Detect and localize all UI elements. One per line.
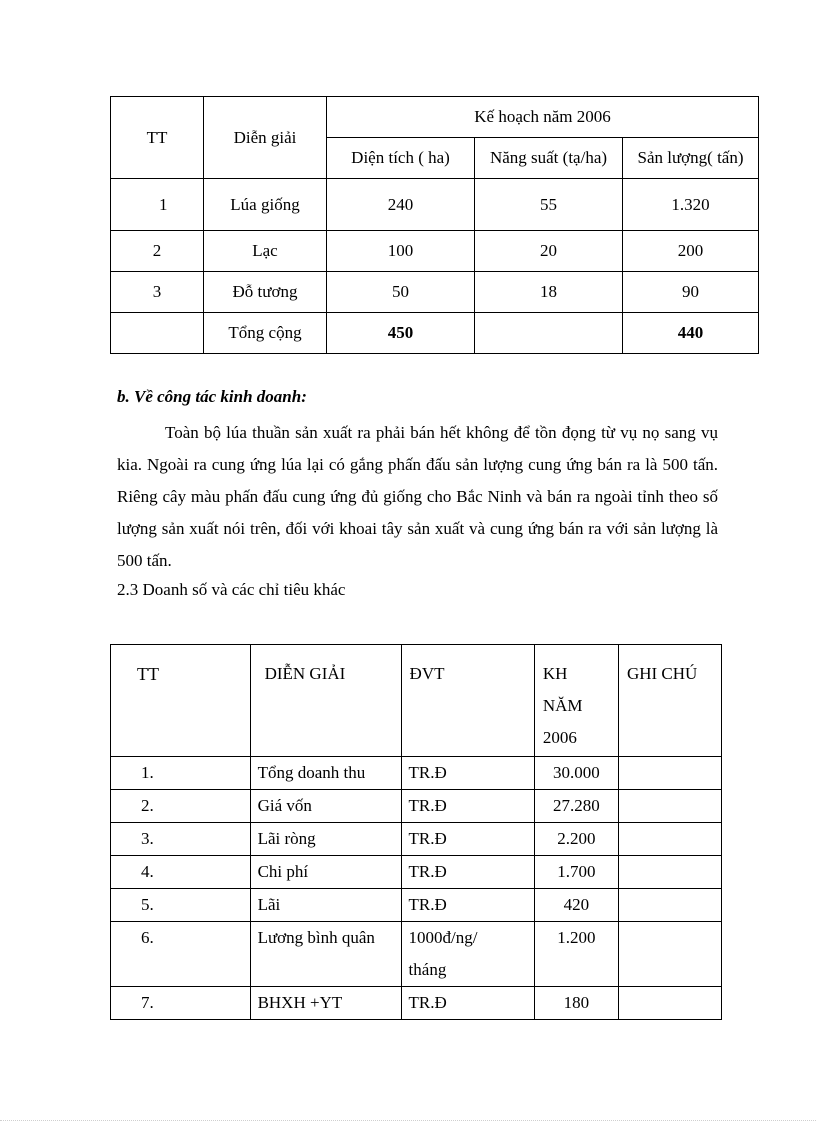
- row-kh: 1.700: [534, 856, 618, 889]
- row-nang-suat: 55: [475, 179, 623, 231]
- row-nang-suat: 20: [475, 231, 623, 272]
- row-dvt: TR.Đ: [401, 823, 534, 856]
- total-row: [111, 313, 759, 354]
- row-dien-giai: Lương bình quân: [250, 922, 401, 987]
- row-dien-tich: 100: [327, 231, 475, 272]
- row-tt: 2: [111, 231, 204, 272]
- row-tt: 6.: [111, 922, 251, 987]
- row-ghi-chu: [618, 823, 721, 856]
- header-kh-2006: [534, 645, 618, 757]
- header-dvt: ĐVT: [401, 645, 534, 757]
- section-b-paragraph: [117, 417, 718, 577]
- header-dien-tich: Diện tích ( ha): [327, 138, 475, 179]
- table-row: [111, 231, 759, 272]
- revenue-indicators-table: [110, 644, 722, 1020]
- header-tt: TT: [111, 97, 204, 179]
- row-kh: 1.200: [534, 922, 618, 987]
- header-tt: TT: [111, 645, 251, 757]
- total-san-luong: 440: [623, 313, 759, 354]
- header-dien-giai: Diễn giải: [204, 97, 327, 179]
- table-row: [111, 889, 722, 922]
- row-ghi-chu: [618, 889, 721, 922]
- header-san-luong: Sản lượng( tấn): [623, 138, 759, 179]
- row-dvt: TR.Đ: [401, 889, 534, 922]
- page-bottom-divider: [0, 1120, 816, 1121]
- row-dien-tich: 50: [327, 272, 475, 313]
- total-dien-tich: 450: [327, 313, 475, 354]
- row-dien-giai: Lạc: [204, 231, 327, 272]
- row-san-luong: 200: [623, 231, 759, 272]
- row-nang-suat: 18: [475, 272, 623, 313]
- row-ghi-chu: [618, 856, 721, 889]
- row-tt: 3.: [111, 823, 251, 856]
- row-kh: 27.280: [534, 790, 618, 823]
- row-dien-giai: Lãi: [250, 889, 401, 922]
- header-kh-line3: 2006: [542, 728, 577, 747]
- table-row: [111, 790, 722, 823]
- row-dvt: TR.Đ: [401, 856, 534, 889]
- row-tt: 5.: [111, 889, 251, 922]
- row-san-luong: 90: [623, 272, 759, 313]
- paragraph-text: Toàn bộ lúa thuần sản xuất ra phải bán hết không để tồn đọng từ vụ nọ sang vụ kia. Ngoài ra cung ứng lúa lại có gắng phấn đấu sản lượng cung ứng bán ra là 500 tấn. Riêng cây màu phấn đấu cung ứng đủ giống cho Bắc Ninh và bán ra ngoài tỉnh theo số lượng sản xuất nói trên, đối với khoai tây sản xuất và cung ứng bán ra với sản lượng là 500 tấn.: [117, 423, 718, 570]
- section-b-title: b. Về công tác kinh doanh:: [117, 387, 307, 406]
- row-tt: 2.: [111, 790, 251, 823]
- table-header-row: [111, 645, 722, 757]
- row-ghi-chu: [618, 757, 721, 790]
- header-dien-giai: DIỄN GIẢI: [250, 645, 401, 757]
- row-dien-giai: Đỗ tương: [204, 272, 327, 313]
- row-dien-giai: Giá vốn: [250, 790, 401, 823]
- row-dien-giai: Lúa giống: [204, 179, 327, 231]
- table-row: [111, 922, 722, 987]
- row-tt: 7.: [111, 987, 251, 1020]
- table-row: [111, 856, 722, 889]
- table-row: [111, 179, 759, 231]
- table-header-row: [111, 97, 759, 138]
- row-ghi-chu: [618, 790, 721, 823]
- row-dvt: TR.Đ: [401, 987, 534, 1020]
- header-nang-suat: Năng suất (tạ/ha): [475, 138, 623, 179]
- row-ghi-chu: [618, 922, 721, 987]
- row-tt: 1: [111, 179, 204, 231]
- row-tt: 1.: [111, 757, 251, 790]
- table-row: [111, 757, 722, 790]
- row-dvt-line2: tháng: [408, 960, 447, 979]
- row-kh: 180: [534, 987, 618, 1020]
- total-label: Tổng cộng: [204, 313, 327, 354]
- row-dvt: [401, 922, 534, 987]
- row-san-luong: 1.320: [623, 179, 759, 231]
- total-nang-suat: [475, 313, 623, 354]
- row-dien-giai: Lãi ròng: [250, 823, 401, 856]
- row-ghi-chu: [618, 987, 721, 1020]
- table-row: [111, 272, 759, 313]
- table-row: [111, 823, 722, 856]
- row-dien-giai: Chi phí: [250, 856, 401, 889]
- row-tt: 4.: [111, 856, 251, 889]
- row-dvt: TR.Đ: [401, 790, 534, 823]
- table-row: [111, 987, 722, 1020]
- header-ghi-chu: GHI CHÚ: [618, 645, 721, 757]
- row-kh: 420: [534, 889, 618, 922]
- header-kh-line2: NĂM: [542, 696, 583, 715]
- subsection-heading: 2.3 Doanh số và các chỉ tiêu khác: [117, 580, 346, 599]
- row-dien-tich: 240: [327, 179, 475, 231]
- header-kh-line1: KH: [542, 664, 568, 683]
- row-dvt: TR.Đ: [401, 757, 534, 790]
- row-dvt-line1: 1000đ/ng/: [408, 928, 478, 947]
- row-kh: 2.200: [534, 823, 618, 856]
- header-plan-2006: Kế hoạch năm 2006: [327, 97, 759, 138]
- row-kh: 30.000: [534, 757, 618, 790]
- row-tt: 3: [111, 272, 204, 313]
- production-plan-table: [110, 96, 759, 354]
- row-dien-giai: Tổng doanh thu: [250, 757, 401, 790]
- total-tt: [111, 313, 204, 354]
- row-dien-giai: BHXH +YT: [250, 987, 401, 1020]
